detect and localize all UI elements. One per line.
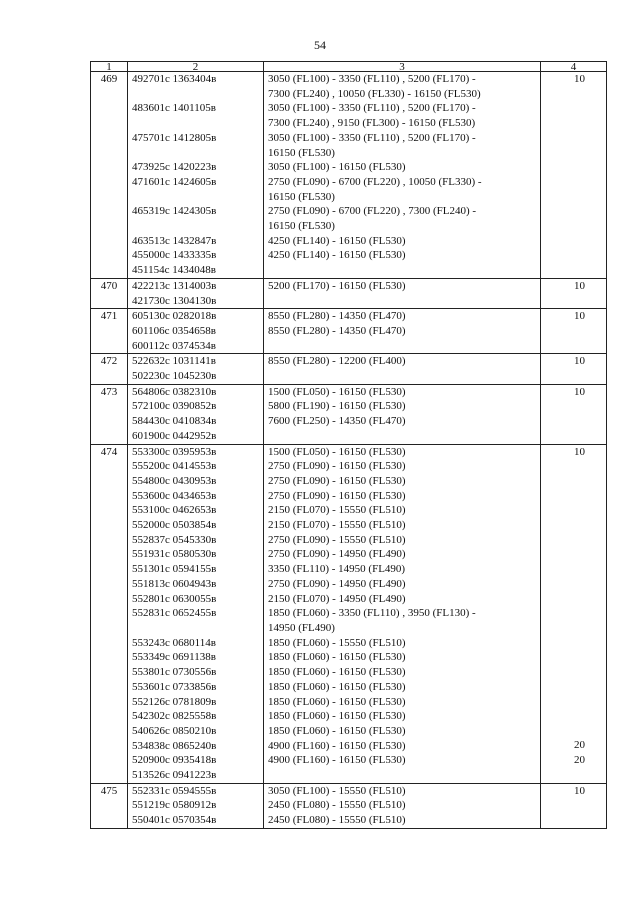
altitude-range-line: 1850 (FL060) - 15550 (FL510)	[268, 636, 406, 649]
entry-number: 472	[100, 355, 118, 368]
table-group	[90, 72, 607, 279]
value: 10	[574, 279, 585, 292]
table-header-row	[90, 61, 607, 72]
altitude-range-line: 7300 (FL240) , 10050 (FL330) - 16150 (FL530)	[268, 87, 481, 100]
entry-number-cell	[90, 279, 127, 308]
entry-number-cell	[90, 385, 127, 444]
altitude-range-line: 1850 (FL060) - 16150 (FL530)	[268, 666, 406, 679]
value	[541, 591, 606, 606]
altitude-range-line: 2450 (FL080) - 15550 (FL510)	[268, 814, 406, 827]
value	[541, 414, 606, 429]
entry-number: 475	[100, 784, 118, 797]
coordinate-pair: 513526c 0941223в	[132, 769, 217, 782]
coordinates-cell	[127, 385, 263, 444]
coordinate-pair: 471601c 1424605в	[132, 175, 217, 188]
altitude-range-line: 16150 (FL530)	[268, 220, 335, 233]
altitude-range-line: 5800 (FL190) - 16150 (FL530)	[268, 400, 406, 413]
coordinate-pair: 542302c 0825558в	[132, 710, 217, 723]
altitude-cell	[263, 279, 540, 308]
coordinate-pair: 553601c 0733856в	[132, 680, 217, 693]
table-group	[90, 309, 607, 354]
value	[541, 101, 606, 116]
value-cell	[540, 445, 607, 783]
coordinate-pair: 551301c 0594155в	[132, 563, 217, 576]
coordinate-pair: 553349c 0691138в	[132, 651, 216, 664]
altitude-range-line: 8550 (FL280) - 14350 (FL470)	[268, 310, 406, 323]
altitude-range-line	[264, 294, 540, 309]
value	[541, 518, 606, 533]
altitude-cell	[263, 784, 540, 828]
coordinates-cell	[127, 72, 263, 278]
table-group	[90, 445, 607, 784]
coordinate-pair: 552831c 0652455в	[132, 607, 217, 620]
value	[541, 768, 606, 783]
altitude-range-line: 3350 (FL110) - 14950 (FL490)	[268, 563, 406, 576]
value	[541, 324, 606, 339]
value	[541, 369, 606, 384]
table-group	[90, 385, 607, 445]
altitude-range-line: 1850 (FL060) - 16150 (FL530)	[268, 724, 406, 737]
altitude-range-line: 4250 (FL140) - 16150 (FL530)	[268, 249, 406, 262]
altitude-range-line: 1850 (FL060) - 3350 (FL110) , 3950 (FL130) -	[268, 607, 476, 620]
coordinate-pair: 553300c 0395953в	[132, 445, 217, 458]
entry-number-cell	[90, 309, 127, 353]
altitude-range-line: 2750 (FL090) - 16150 (FL530)	[268, 474, 406, 487]
coordinates-cell	[127, 309, 263, 353]
value	[541, 429, 606, 444]
coordinate-pair: 551219c 0580912в	[132, 799, 217, 812]
value: 10	[574, 73, 585, 85]
altitude-range-line: 1850 (FL060) - 16150 (FL530)	[268, 651, 406, 664]
altitude-range-line	[264, 429, 540, 444]
value	[541, 533, 606, 548]
entry-number-cell	[90, 72, 127, 278]
coordinate-pair: 522632c 1031141в	[132, 355, 216, 368]
altitude-range-line: 2750 (FL090) - 6700 (FL220) , 10050 (FL330) -	[268, 175, 482, 188]
altitude-range-line: 7300 (FL240) , 9150 (FL300) - 16150 (FL530)	[268, 117, 476, 130]
value	[541, 650, 606, 665]
altitude-range-line: 3050 (FL100) - 16150 (FL530)	[268, 161, 406, 174]
coordinate-pair: 552801c 0630055в	[132, 592, 217, 605]
coordinate-pair: 553600c 0434653в	[132, 489, 217, 502]
coordinates-cell	[127, 445, 263, 783]
coordinate-pair: 475701c 1412805в	[132, 131, 217, 144]
coordinate-pair: 553243c 0680114в	[132, 636, 216, 649]
value: 20	[574, 739, 585, 752]
header-col-4: 4	[540, 61, 607, 72]
altitude-range-line: 2150 (FL070) - 15550 (FL510)	[268, 519, 406, 532]
value	[541, 665, 606, 680]
altitude-range-line: 1500 (FL050) - 16150 (FL530)	[268, 445, 406, 458]
altitude-cell	[263, 309, 540, 353]
altitude-range-line: 2750 (FL090) - 14950 (FL490)	[268, 577, 406, 590]
value	[541, 399, 606, 414]
entry-number: 473	[100, 385, 118, 398]
header-col-2: 2	[127, 61, 263, 72]
altitude-cell	[263, 445, 540, 783]
coordinates-cell	[127, 354, 263, 383]
value	[541, 709, 606, 724]
table-group	[90, 279, 607, 309]
value: 10	[574, 445, 585, 458]
altitude-range-line	[264, 263, 540, 278]
value	[541, 489, 606, 504]
value: 20	[574, 754, 585, 767]
value	[541, 294, 606, 309]
coordinate-pair: 552837c 0545330в	[132, 533, 217, 546]
altitude-range-line: 4900 (FL160) - 16150 (FL530)	[268, 754, 406, 767]
altitude-range-line: 8550 (FL280) - 12200 (FL400)	[268, 355, 406, 368]
value	[541, 724, 606, 739]
value	[541, 131, 606, 146]
altitude-range-line: 1500 (FL050) - 16150 (FL530)	[268, 385, 406, 398]
altitude-range-line: 2450 (FL080) - 15550 (FL510)	[268, 799, 406, 812]
value	[541, 636, 606, 651]
coordinate-pair: 601106c 0354658в	[132, 324, 216, 337]
value	[541, 577, 606, 592]
altitude-range-line: 7600 (FL250) - 14350 (FL470)	[268, 415, 406, 428]
value	[541, 474, 606, 489]
coordinate-pair: 483601c 1401105в	[132, 102, 216, 115]
value-cell	[540, 784, 607, 828]
altitude-range-line: 14950 (FL490)	[268, 622, 335, 634]
coordinate-pair: 551813c 0604943в	[132, 577, 217, 590]
value	[541, 204, 606, 219]
value	[541, 547, 606, 562]
coordinate-pair: 451154c 1434048в	[132, 264, 216, 277]
altitude-range-line: 1850 (FL060) - 16150 (FL530)	[268, 680, 406, 693]
entry-number: 470	[100, 279, 118, 292]
header-col-3: 3	[263, 61, 540, 72]
altitude-range-line: 8550 (FL280) - 14350 (FL470)	[268, 324, 406, 337]
coordinate-pair: 572100c 0390852в	[132, 400, 217, 413]
altitude-range-line: 1850 (FL060) - 16150 (FL530)	[268, 710, 406, 723]
value: 10	[574, 310, 585, 323]
altitude-range-line: 2750 (FL090) - 14950 (FL490)	[268, 548, 406, 561]
value	[541, 248, 606, 263]
value	[541, 680, 606, 695]
altitude-range-line: 2750 (FL090) - 16150 (FL530)	[268, 460, 406, 473]
value	[541, 339, 606, 354]
entry-number-cell	[90, 784, 127, 828]
altitude-range-line: 2750 (FL090) - 15550 (FL510)	[268, 533, 406, 546]
value	[541, 813, 606, 828]
coordinate-pair: 600112c 0374534в	[132, 339, 216, 352]
coordinate-pair: 552331c 0594555в	[132, 784, 217, 797]
coordinate-pair: 422213c 1314003в	[132, 279, 217, 292]
altitude-range-line: 2150 (FL070) - 14950 (FL490)	[268, 592, 406, 605]
altitude-range-line: 2750 (FL090) - 6700 (FL220) , 7300 (FL240) -	[268, 205, 477, 218]
altitude-range-line: 5200 (FL170) - 16150 (FL530)	[268, 279, 406, 292]
value	[541, 606, 606, 621]
altitude-range-line: 16150 (FL530)	[268, 190, 335, 203]
value	[541, 263, 606, 278]
value	[541, 160, 606, 175]
altitude-range-line	[264, 369, 540, 384]
coordinate-pair: 601900c 0442952в	[132, 429, 217, 442]
coordinate-pair: 552000c 0503854в	[132, 519, 217, 532]
altitude-cell	[263, 354, 540, 383]
altitude-range-line: 2750 (FL090) - 16150 (FL530)	[268, 489, 406, 502]
entry-number-cell	[90, 354, 127, 383]
coordinate-pair: 465319c 1424305в	[132, 205, 217, 218]
altitude-range-line: 3050 (FL100) - 3350 (FL110) , 5200 (FL170) -	[268, 131, 476, 144]
altitude-range-line: 16150 (FL530)	[268, 146, 335, 159]
altitude-range-line	[264, 339, 540, 354]
altitude-range-line: 3050 (FL100) - 15550 (FL510)	[268, 784, 406, 797]
coordinate-pair: 492701c 1363404в	[132, 73, 217, 85]
coordinate-pair: 463513c 1432847в	[132, 234, 217, 247]
altitude-cell	[263, 385, 540, 444]
altitude-range-line	[264, 768, 540, 783]
table-group	[90, 784, 607, 829]
table-body	[90, 72, 607, 829]
coordinate-pair: 554800c 0430953в	[132, 474, 217, 487]
coordinate-pair: 455000c 1433335в	[132, 249, 217, 262]
value	[541, 459, 606, 474]
value	[541, 562, 606, 577]
altitude-range-line: 3050 (FL100) - 3350 (FL110) , 5200 (FL170) -	[268, 102, 476, 115]
coordinate-pair: 502230c 1045230в	[132, 370, 217, 383]
value: 10	[574, 355, 585, 368]
value	[541, 234, 606, 249]
altitude-range-line: 2150 (FL070) - 15550 (FL510)	[268, 504, 406, 517]
entry-number-cell	[90, 445, 127, 783]
value-cell	[540, 309, 607, 353]
airspace-table	[90, 61, 607, 829]
entry-number: 474	[100, 445, 118, 458]
coordinate-pair: 550401c 0570354в	[132, 814, 217, 827]
altitude-range-line: 3050 (FL100) - 3350 (FL110) , 5200 (FL170) -	[268, 73, 476, 85]
coordinate-pair: 553801c 0730556в	[132, 666, 217, 679]
altitude-range-line: 1850 (FL060) - 16150 (FL530)	[268, 695, 406, 708]
coordinate-pair: 584430c 0410834в	[132, 415, 217, 428]
coordinate-pair: 553100c 0462653в	[132, 504, 217, 517]
coordinate-pair: 552126c 0781809в	[132, 695, 217, 708]
value-cell	[540, 385, 607, 444]
value-cell	[540, 354, 607, 383]
coordinate-pair: 534838c 0865240в	[132, 739, 217, 752]
page-number: 54	[314, 38, 326, 52]
value-cell	[540, 279, 607, 308]
coordinate-pair: 421730c 1304130в	[132, 294, 217, 307]
table-group	[90, 354, 607, 384]
value: 10	[574, 784, 585, 797]
value	[541, 503, 606, 518]
altitude-range-line: 4900 (FL160) - 16150 (FL530)	[268, 739, 406, 752]
value	[541, 798, 606, 813]
coordinate-pair: 540626c 0850210в	[132, 724, 217, 737]
coordinate-pair: 520900c 0935418в	[132, 754, 217, 767]
coordinate-pair: 551931c 0580530в	[132, 548, 217, 561]
value	[541, 694, 606, 709]
coordinate-pair: 564806c 0382310в	[132, 385, 217, 398]
altitude-range-line: 4250 (FL140) - 16150 (FL530)	[268, 234, 406, 247]
coordinates-cell	[127, 784, 263, 828]
value-cell	[540, 72, 607, 278]
entry-number: 469	[100, 73, 118, 85]
coordinate-pair: 555200c 0414553в	[132, 460, 217, 473]
coordinate-pair: 473925c 1420223в	[132, 161, 217, 174]
coordinates-cell	[127, 279, 263, 308]
header-col-1: 1	[90, 61, 127, 72]
coordinate-pair: 605130c 0282018в	[132, 310, 217, 323]
entry-number: 471	[100, 310, 118, 323]
value	[541, 175, 606, 190]
altitude-cell	[263, 72, 540, 278]
value: 10	[574, 385, 585, 398]
